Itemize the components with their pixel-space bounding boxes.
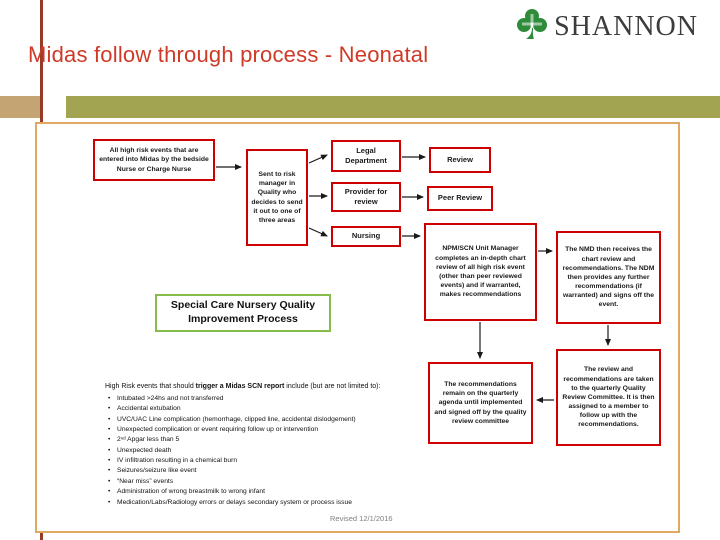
- list-item: • Accidental extubation: [105, 404, 440, 414]
- revised-note: Revised 12/1/2016: [330, 514, 393, 523]
- notes-header-post: include (but are not limited to):: [284, 383, 381, 390]
- notes-header-pre: High Risk events that should: [105, 383, 196, 390]
- list-item: • Seizures/seizure like event: [105, 466, 440, 476]
- flow-box-quality-committee: The review and recommendations are taken to the quarterly Quality Review Committee. It is then assigned to a member to follow up with the recommendations.: [556, 349, 661, 446]
- high-risk-notes: [105, 382, 440, 508]
- flow-box-review: Review: [429, 147, 491, 173]
- flow-box-quarterly-agenda: The recommendations remain on the quarterly agenda until implemented and signed off by the quality review committee: [428, 362, 533, 444]
- logo-text: SHANNON: [554, 10, 698, 42]
- flow-box-risk-manager: Sent to risk manager in Quality who decides to send it out to one of three areas: [246, 149, 308, 246]
- notes-list: [105, 394, 440, 508]
- notes-header-bold: trigger a Midas SCN report: [195, 383, 285, 390]
- flow-box-legal-department: Legal Department: [331, 140, 401, 172]
- list-item: • “Near miss” events: [105, 477, 440, 487]
- band-left-block: [0, 96, 40, 118]
- flow-box-nursing: Nursing: [331, 226, 401, 247]
- shamrock-icon: [514, 6, 550, 47]
- flow-box-unit-manager: NPM/SCN Unit Manager completes an in-depth chart review of all high risk event (other than peer reviewed events) and if warranted, makes recommendations: [424, 223, 537, 321]
- flow-box-provider-for-review: Provider for review: [331, 182, 401, 212]
- list-item: • 2ⁿᵈ Apgar less than 5: [105, 435, 440, 445]
- list-item: • Unexpected death: [105, 446, 440, 456]
- shannon-logo: [514, 6, 698, 47]
- list-item: • UVC/UAC Line complication (hemorrhage, clipped line, accidental dislodgement): [105, 415, 440, 425]
- page-title: Midas follow through process - Neonatal: [28, 42, 429, 67]
- program-title-box: Special Care Nursery Quality Improvement Process: [155, 294, 331, 332]
- list-item: • Administration of wrong breastmilk to wrong infant: [105, 487, 440, 497]
- list-item: • Intubated >24hs and not transferred: [105, 394, 440, 404]
- notes-header: [105, 382, 440, 392]
- list-item: • IV infiltration resulting in a chemical burn: [105, 456, 440, 466]
- list-item: • Unexpected complication or event requiring follow up or intervention: [105, 425, 440, 435]
- flow-box-peer-review: Peer Review: [427, 186, 493, 211]
- flow-box-intake: All high risk events that are entered into Midas by the bedside Nurse or Charge Nurse: [93, 139, 215, 181]
- list-item: • Medication/Labs/Radiology errors or delays secondary system or process issue: [105, 498, 440, 508]
- flow-box-nmd: The NMD then receives the chart review and recommendations. The NDM then provides any further recommendations (if warranted) and signs off the event.: [556, 231, 661, 324]
- band-strip: [66, 96, 720, 118]
